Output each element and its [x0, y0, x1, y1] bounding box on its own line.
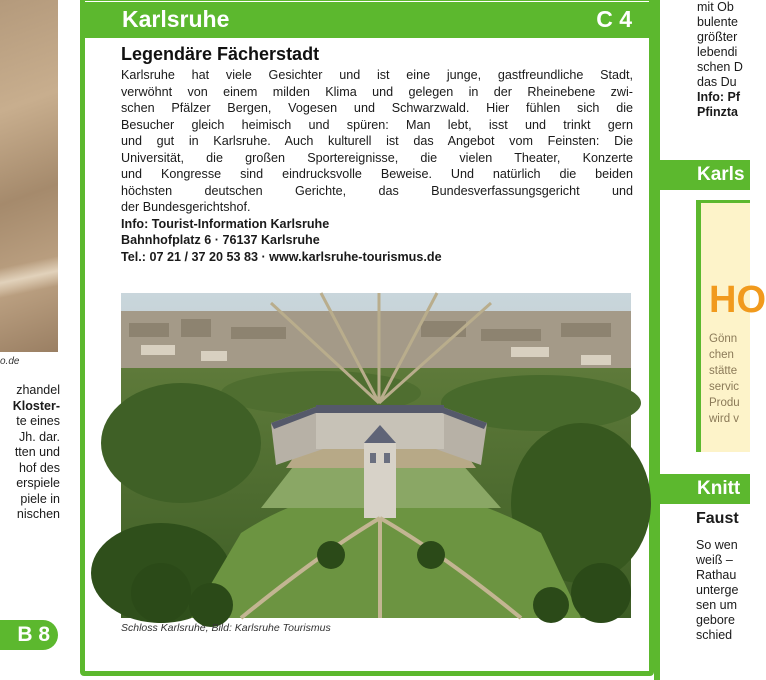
body-line: Besucher gleich heimisch und spüren: Man lebt, isst und trinkt gern [121, 117, 633, 132]
faust-text [696, 538, 738, 643]
left-article-text [0, 383, 60, 523]
faust-text-line: gebore [696, 613, 735, 627]
right-section-header: Karls [660, 160, 750, 190]
body-line: Universität, die großen Sportereignisse, die vielen Theater, Konzerte [121, 150, 633, 165]
grid-ref-badge: B 8 [0, 620, 58, 650]
left-text-line: te eines [16, 414, 60, 428]
body-line: und gut in Karlsruhe. Auch kulturell ist das Angebot vom Feinsten: Die [121, 134, 633, 148]
left-photo-caption: o.de [0, 356, 20, 367]
info-line: Bahnhofplatz 6 · 76137 Karlsruhe [121, 233, 320, 247]
right-text-line: lebendi [697, 45, 738, 59]
right-text-line: bulente [697, 15, 739, 29]
right-text-line: Info: Pf [697, 90, 741, 104]
left-photo-road [0, 256, 58, 298]
right-text-line: mit Ob [697, 0, 734, 14]
schloss-illustration [121, 293, 631, 618]
article-subtitle: Legendäre Fächerstadt [121, 44, 320, 64]
body-line: verwöhnt von einem milden Klima und gelegen in der Rheinebene zwi- [121, 84, 633, 99]
left-text-line: Jh. dar. [19, 429, 60, 444]
body-line: Karlsruhe hat viele Gesichter und ist eine junge, gastfreundliche Stadt, [121, 68, 633, 82]
faust-text-line: schied [696, 628, 733, 642]
ad-headline: HO [709, 279, 766, 321]
left-text-line: hof des [18, 460, 60, 475]
right-section-header: Knitt [660, 474, 750, 504]
article-body [121, 67, 633, 265]
left-text-line: erspiele [16, 476, 60, 490]
ad-text-line: chen [709, 349, 734, 361]
faust-text-line: So wen [696, 538, 738, 552]
left-text-line: tten und [14, 445, 60, 459]
faust-subtitle: Faust [696, 510, 739, 527]
faust-text-line: weiß – [696, 553, 733, 567]
left-text-line: piele in [20, 491, 60, 506]
faust-text-line: Rathau [696, 568, 737, 582]
right-text-line: das Du [697, 75, 737, 89]
right-article-text [697, 0, 743, 120]
ad-text-line: servic [709, 381, 740, 393]
grid-ref: C 4 [596, 6, 632, 32]
faust-text-line: sen um [696, 598, 737, 612]
body-line: höchsten deutschen Gerichte, das Bundesverfassungsgericht und [121, 183, 633, 198]
left-text-line: nischen [16, 507, 60, 521]
info-line: Info: Tourist-Information Karlsruhe [121, 216, 330, 231]
faust-text-line: unterge [696, 583, 739, 597]
left-text-line: zhandel [16, 383, 60, 397]
photo-caption: Schloss Karlsruhe, Bild: Karlsruhe Tourismus [121, 622, 331, 634]
ad-text [709, 331, 740, 427]
info-line: Tel.: 07 21 / 37 20 53 83 · www.karlsruhe-tourismus.de [121, 249, 442, 264]
article-header [84, 2, 650, 38]
left-text-line: Kloster- [12, 398, 60, 413]
right-column-border [654, 0, 660, 680]
schloss-aerial-photo [121, 293, 631, 618]
left-photo [0, 0, 58, 352]
right-text-line: größter [697, 30, 738, 44]
right-text-line: Pfinzta [697, 105, 738, 119]
ad-text-line: wird v [709, 413, 740, 425]
right-text-line: schen D [697, 60, 743, 74]
ad-text-line: stätte [709, 365, 738, 377]
body-line: der Bundesgerichtshof. [121, 200, 251, 214]
advertisement-box [696, 200, 766, 452]
ad-text-line: Gönn [709, 333, 738, 345]
article-title: Karlsruhe [122, 6, 230, 32]
body-line: und Kongresse sind eindrucksvolle Beweise. Und natürlich die beiden [121, 167, 633, 181]
ad-text-line: Produ [709, 397, 740, 409]
body-line: schen Pfälzer Bergen, Vogesen und Schwarzwald. Hier fühlen sich die [121, 101, 633, 115]
